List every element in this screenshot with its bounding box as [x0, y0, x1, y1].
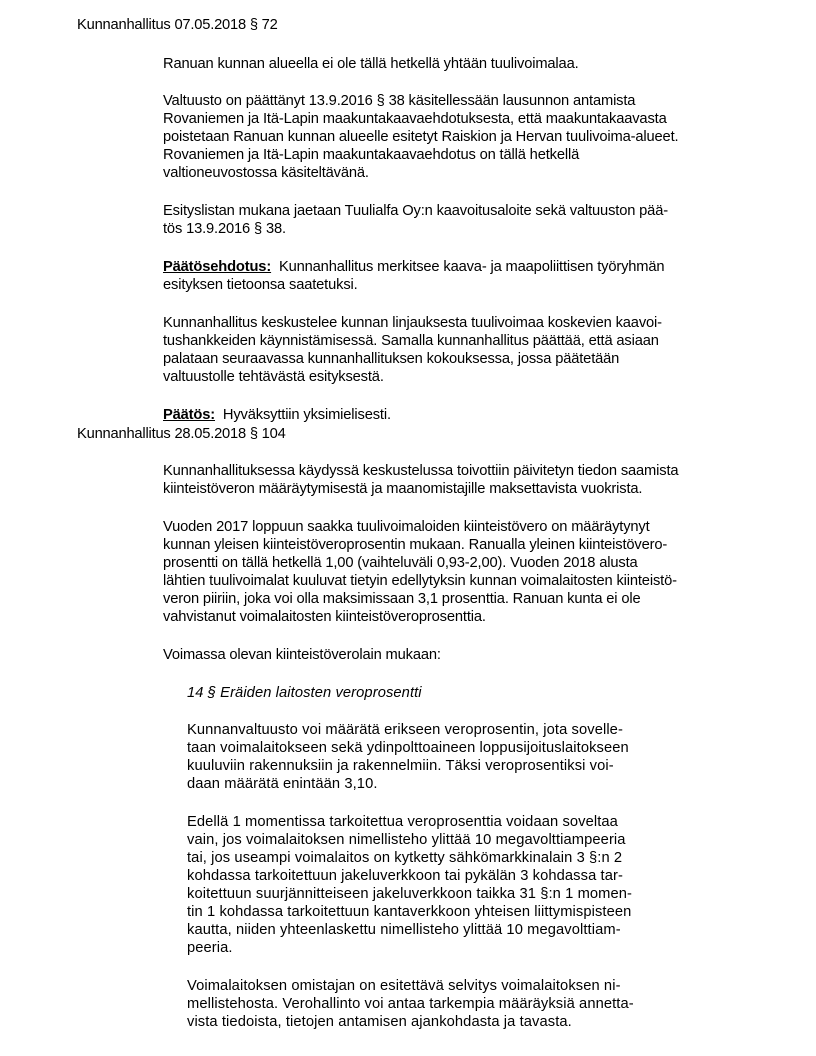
quote-line: Kunnanvaltuusto voi määrätä erikseen veroprosentin, jota sovelle- — [187, 722, 623, 738]
decision-label: Päätös: — [163, 407, 216, 423]
quote-line: kohdassa tarkoitettuun jakeluverkkoon tai pykälän 3 kohdassa tar- — [187, 868, 623, 884]
section-header: Kunnanhallitus 07.05.2018 § 72 — [77, 17, 278, 33]
section-header: Kunnanhallitus 28.05.2018 § 104 — [77, 426, 286, 442]
paragraph-line: Kunnanhallitus keskustelee kunnan linjauksesta tuulivoimaa koskevien kaavoi- — [163, 315, 662, 331]
proposal-text: Kunnanhallitus merkitsee kaava- ja maapoliittisen työryhmän — [278, 259, 665, 275]
paragraph-line: Rovaniemen ja Itä-Lapin maakuntakaavaehdotus on tällä hetkellä — [163, 147, 580, 163]
paragraph-line: esityksen tietoonsa saatetuksi. — [163, 277, 358, 293]
paragraph-line: lähtien tuulivoimalat kuuluvat tietyin edellytyksin kunnan voimalaitosten kiinteistö- — [163, 573, 677, 589]
quote-line: kuuluviin rakennuksiin ja rakennelmiin. Täksi veroprosentiksi voi- — [187, 758, 614, 774]
proposal-label: Päätösehdotus: — [163, 259, 272, 275]
paragraph-line: kunnan yleisen kiinteistöveroprosentin mukaan. Ranualla yleinen kiinteistövero- — [163, 537, 668, 553]
paragraph-line: palataan seuraavassa kunnanhallituksen kokouksessa, jossa päätetään — [163, 351, 620, 367]
paragraph-line: Rovaniemen ja Itä-Lapin maakuntakaavaehdotuksesta, että maakuntakaavasta — [163, 111, 667, 127]
paragraph-line: valtioneuvostossa käsiteltävänä. — [163, 165, 369, 181]
paragraph-line: Vuoden 2017 loppuun saakka tuulivoimaloiden kiinteistövero on määräytynyt — [163, 519, 650, 535]
paragraph-line: Esityslistan mukana jaetaan Tuulialfa Oy:n kaavoitusaloite sekä valtuuston pää- — [163, 203, 668, 219]
quote-line: daan määrätä enintään 3,10. — [187, 776, 378, 792]
decision-text: Hyväksyttiin yksimielisesti. — [222, 407, 391, 423]
decision-line — [163, 406, 391, 424]
quote-line: koitettuun suurjännitteiseen jakeluverkkoon taikka 31 §:n 1 momen- — [187, 886, 633, 902]
quote-line: kautta, niiden yhteenlaskettu nimellisteho ylittää 10 megavolttiam- — [187, 922, 621, 938]
paragraph-line: Ranuan kunnan alueella ei ole tällä hetkellä yhtään tuulivoimalaa. — [163, 56, 579, 72]
quote-line: tai, jos useampi voimalaitos on kytketty sähkömarkkinalain 3 §:n 2 — [187, 850, 623, 866]
paragraph-line: Voimassa olevan kiinteistöverolain mukaan: — [163, 647, 441, 663]
proposal-line — [163, 258, 664, 276]
paragraph-line: Kunnanhallituksessa käydyssä keskustelussa toivottiin päivitetyn tiedon saamista — [163, 463, 679, 479]
paragraph-line: valtuustolle tehtävästä esityksestä. — [163, 369, 384, 385]
paragraph-line: prosentti on tällä hetkellä 1,00 (vaihteluväli 0,93-2,00). Vuoden 2018 alusta — [163, 555, 638, 571]
quote-line: taan voimalaitokseen sekä ydinpolttoaineen loppusijoituslaitokseen — [187, 740, 629, 756]
paragraph-line: Valtuusto on päättänyt 13.9.2016 § 38 käsitellessään lausunnon antamista — [163, 93, 636, 109]
paragraph-line: veron piiriin, joka voi olla maksimissaan 3,1 prosenttia. Ranuan kunta ei ole — [163, 591, 641, 607]
quote-line: tin 1 kohdassa tarkoitettuun kantaverkkoon yhteisen liittymispisteen — [187, 904, 632, 920]
paragraph-line: tös 13.9.2016 § 38. — [163, 221, 286, 237]
paragraph-line: vahvistanut voimalaitosten kiinteistöveroprosenttia. — [163, 609, 486, 625]
quote-line: Voimalaitoksen omistajan on esitettävä selvitys voimalaitoksen ni- — [187, 978, 621, 994]
quote-line: vain, jos voimalaitoksen nimellisteho ylittää 10 megavolttiampeeria — [187, 832, 626, 848]
quote-line: mellistehosta. Verohallinto voi antaa tarkempia määräyksiä annetta- — [187, 996, 634, 1012]
quote-line: peeria. — [187, 940, 233, 956]
quote-line: vista tiedoista, tietojen antamisen ajankohdasta ja tavasta. — [187, 1014, 572, 1030]
quote-line: Edellä 1 momentissa tarkoitettua veroprosenttia voidaan soveltaa — [187, 814, 618, 830]
law-section-title: 14 § Eräiden laitosten veroprosentti — [187, 685, 422, 701]
paragraph-line: kiinteistöveron määräytymisestä ja maanomistajille maksettavista vuokrista. — [163, 481, 643, 497]
paragraph-line: poistetaan Ranuan kunnan alueelle esitetyt Raiskion ja Hervan tuulivoima-alueet. — [163, 129, 679, 145]
paragraph-line: tushankkeiden käynnistämisessä. Samalla kunnanhallitus päättää, että asiaan — [163, 333, 659, 349]
